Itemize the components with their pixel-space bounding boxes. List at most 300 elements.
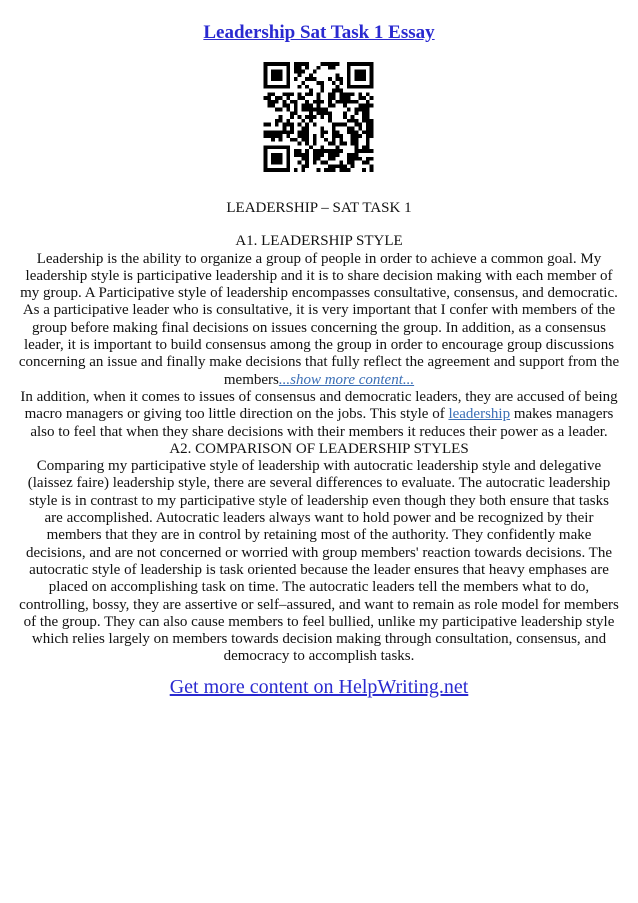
qr-module [362, 85, 366, 89]
qr-module [362, 62, 366, 66]
qr-module [313, 70, 317, 74]
qr-module [282, 104, 286, 108]
qr-module [264, 96, 268, 100]
qr-module [305, 126, 309, 130]
text-line: also to feel that when they share decisions with their members it reduces their power as a leader. [30, 423, 608, 440]
qr-module [332, 130, 336, 134]
qr-module [298, 134, 302, 138]
qr-module [294, 111, 298, 115]
qr-module [358, 126, 362, 130]
document-body [0, 200, 638, 666]
qr-module [339, 142, 343, 146]
qr-module [298, 142, 302, 146]
qr-module [324, 62, 328, 66]
qr-module [347, 126, 351, 130]
qr-module [305, 157, 309, 161]
qr-module [343, 92, 347, 96]
qr-module [305, 92, 309, 96]
qr-module [355, 85, 359, 89]
qr-module [294, 100, 298, 104]
qr-module [362, 108, 366, 112]
qr-module [267, 85, 271, 89]
text-line: democracy to accomplish tasks. [223, 648, 415, 665]
qr-module [351, 157, 355, 161]
qr-module [271, 70, 275, 74]
qr-module [305, 164, 309, 168]
qr-module [358, 92, 362, 96]
qr-module [324, 108, 328, 112]
qr-module [332, 134, 336, 138]
qr-module [309, 104, 313, 108]
helpwriting-link[interactable]: Get more content on HelpWriting.net [169, 676, 469, 698]
qr-module [358, 62, 362, 66]
text-line: Leadership is the ability to organize a group of people in order to achieve a common goal. My [36, 250, 602, 267]
qr-module [358, 96, 362, 100]
qr-module [275, 161, 279, 165]
qr-module [267, 96, 271, 100]
text-line: As a participative leader who is consultative, it is very important that I confer with members of the [22, 302, 616, 319]
qr-module [275, 134, 279, 138]
qr-module [279, 85, 283, 89]
qr-module [286, 70, 290, 74]
qr-module [309, 111, 313, 115]
qr-module [339, 161, 343, 165]
qr-module [332, 92, 336, 96]
qr-module [290, 138, 294, 142]
qr-module [271, 130, 275, 134]
qr-module [294, 77, 298, 81]
qr-module [347, 168, 351, 172]
qr-module [271, 153, 275, 157]
qr-module [339, 81, 343, 85]
qr-module [286, 168, 290, 172]
qr-module [279, 108, 283, 112]
text-line: which relies largely on members towards decision making through consultation, consensus, and [31, 631, 607, 648]
qr-module [298, 123, 302, 127]
qr-module [313, 142, 317, 146]
qr-module [267, 62, 271, 66]
qr-module [317, 153, 321, 157]
qr-module [271, 145, 275, 149]
qr-module [294, 66, 298, 70]
qr-module [355, 153, 359, 157]
qr-module [347, 100, 351, 104]
qr-module [279, 157, 283, 161]
qr-module [332, 104, 336, 108]
qr-module [332, 164, 336, 168]
qr-module [294, 108, 298, 112]
text-line [0, 372, 638, 389]
qr-module [301, 108, 305, 112]
qr-module [286, 81, 290, 85]
qr-module [370, 149, 374, 153]
qr-module [358, 123, 362, 127]
qr-module [279, 119, 283, 123]
qr-module [305, 134, 309, 138]
qr-module [298, 96, 302, 100]
qr-module [339, 92, 343, 96]
qr-module [351, 142, 355, 146]
qr-module [366, 138, 370, 142]
qr-module [286, 123, 290, 127]
qr-module [351, 130, 355, 134]
qr-module [324, 130, 328, 134]
qr-module [362, 77, 366, 81]
qr-module [282, 126, 286, 130]
text-line: are accomplished. Autocratic leaders always want to hold power and be recognized by their [44, 510, 594, 527]
qr-module [267, 104, 271, 108]
qr-module [362, 119, 366, 123]
qr-module [358, 73, 362, 77]
qr-module [286, 161, 290, 165]
qr-module [328, 115, 332, 119]
text-line: autocratic style of leadership is task oriented because the leader ensures that heavy emphases are [29, 561, 609, 578]
qr-module [328, 164, 332, 168]
qr-module [366, 142, 370, 146]
section-a2-body [0, 458, 638, 666]
text-line: decisions, and are not concerned or worried with group members' reaction towards decisions. The [26, 544, 612, 561]
qr-module [264, 66, 268, 70]
qr-module [301, 164, 305, 168]
qr-module [366, 161, 370, 165]
qr-module [305, 85, 309, 89]
qr-module [370, 164, 374, 168]
qr-module [309, 73, 313, 77]
qr-module [264, 70, 268, 74]
qr-module [264, 164, 268, 168]
qr-module [271, 73, 275, 77]
qr-module [275, 130, 279, 134]
qr-module [271, 161, 275, 165]
qr-module [298, 70, 302, 74]
qr-module [286, 104, 290, 108]
qr-module [305, 161, 309, 165]
qr-module [298, 153, 302, 157]
text-line: In addition, when it comes to issues of consensus and democratic leaders, they are accused of being [20, 388, 618, 405]
qr-module [370, 77, 374, 81]
text-line: controlling, bossy, they are assertive or self–assured, and want to remain as role model for members [19, 596, 619, 613]
qr-module [305, 77, 309, 81]
qr-module [313, 115, 317, 119]
qr-module [305, 142, 309, 146]
qr-module [370, 123, 374, 127]
qr-module [298, 130, 302, 134]
qr-module [313, 134, 317, 138]
qr-module [301, 96, 305, 100]
qr-module [336, 134, 340, 138]
qr-module [332, 62, 336, 66]
qr-module [328, 66, 332, 70]
qr-module [309, 92, 313, 96]
text-line: Comparing my participative style of leadership with autocratic leadership style and delegative [36, 458, 602, 475]
qr-module [298, 66, 302, 70]
qr-module [362, 161, 366, 165]
qr-module [309, 145, 313, 149]
qr-module [343, 123, 347, 127]
qr-module [286, 77, 290, 81]
qr-module [298, 115, 302, 119]
qr-module [328, 142, 332, 146]
text-fragment: members [223, 371, 279, 388]
qr-module [279, 153, 283, 157]
qr-module [290, 111, 294, 115]
qr-module [279, 62, 283, 66]
qr-module [275, 168, 279, 172]
qr-module [279, 168, 283, 172]
qr-module [351, 119, 355, 123]
qr-module [358, 134, 362, 138]
qr-module [355, 70, 359, 74]
qr-module [366, 108, 370, 112]
qr-module [347, 108, 351, 112]
qr-module [286, 108, 290, 112]
qr-module [351, 126, 355, 130]
qr-module [328, 62, 332, 66]
qr-module [320, 108, 324, 112]
qr-module [370, 62, 374, 66]
text-line: placed on accomplishing task on time. The autocratic leaders tell the members what to do, [48, 579, 590, 596]
qr-module [305, 123, 309, 127]
qr-module [294, 149, 298, 153]
qr-module [355, 130, 359, 134]
qr-module [279, 161, 283, 165]
text-line: concerning an issue and finally make decisions that fully reflect the agreement and support from the [18, 354, 620, 371]
qr-module [317, 157, 321, 161]
qr-module [294, 153, 298, 157]
qr-module [275, 73, 279, 77]
qr-module [362, 70, 366, 74]
qr-module [343, 115, 347, 119]
qr-module [336, 153, 340, 157]
qr-module [282, 130, 286, 134]
qr-module [328, 168, 332, 172]
qr-module [313, 138, 317, 142]
qr-module [298, 149, 302, 153]
qr-module [317, 168, 321, 172]
qr-module [313, 123, 317, 127]
qr-module [279, 115, 283, 119]
leadership-link[interactable]: leadership [448, 406, 511, 423]
qr-module [294, 168, 298, 172]
qr-module [264, 168, 268, 172]
qr-module [355, 149, 359, 153]
qr-module [343, 164, 347, 168]
qr-module [317, 149, 321, 153]
text-line: group before making final decisions on issues concerning the group. In addition, as a consensus [31, 319, 607, 336]
qr-module [332, 168, 336, 172]
qr-module [332, 142, 336, 146]
qr-module [286, 96, 290, 100]
qr-module [271, 62, 275, 66]
qr-module [355, 77, 359, 81]
qr-module [264, 81, 268, 85]
qr-module [347, 92, 351, 96]
qr-module [336, 145, 340, 149]
qr-module [313, 77, 317, 81]
qr-module [317, 104, 321, 108]
qr-module [264, 77, 268, 81]
qr-module [286, 92, 290, 96]
qr-module [351, 153, 355, 157]
qr-module [336, 62, 340, 66]
qr-module [320, 149, 324, 153]
qr-module [320, 130, 324, 134]
qr-module [264, 130, 268, 134]
qr-module [366, 134, 370, 138]
qr-module [282, 168, 286, 172]
qr-module [355, 100, 359, 104]
qr-module [320, 62, 324, 66]
qr-module [301, 126, 305, 130]
qr-module [347, 157, 351, 161]
qr-module [317, 96, 321, 100]
qr-module [286, 145, 290, 149]
qr-module [271, 138, 275, 142]
qr-module [336, 164, 340, 168]
qr-module [267, 123, 271, 127]
qr-module [267, 130, 271, 134]
qr-module [355, 145, 359, 149]
qr-module [290, 92, 294, 96]
qr-module [279, 96, 283, 100]
qr-module [343, 96, 347, 100]
qr-module [290, 126, 294, 130]
qr-module [271, 157, 275, 161]
qr-module [286, 130, 290, 134]
qr-module [271, 77, 275, 81]
qr-module [324, 161, 328, 165]
qr-module [301, 157, 305, 161]
qr-module [366, 111, 370, 115]
document-title-link[interactable]: Leadership Sat Task 1 Essay [203, 22, 435, 43]
qr-module [267, 168, 271, 172]
qr-module [305, 149, 309, 153]
qr-module [358, 149, 362, 153]
qr-module [370, 96, 374, 100]
qr-module [320, 89, 324, 93]
qr-module [290, 130, 294, 134]
qr-module [370, 70, 374, 74]
qr-module [279, 73, 283, 77]
qr-module [286, 119, 290, 123]
qr-module [332, 89, 336, 93]
qr-module [279, 70, 283, 74]
qr-module [317, 100, 321, 104]
qr-module [347, 62, 351, 66]
text-line: leader, it is important to build consensus among the group in order to encourage group discussions [23, 337, 615, 354]
qr-module [358, 70, 362, 74]
qr-module [264, 145, 268, 149]
qr-module [362, 130, 366, 134]
qr-module [355, 138, 359, 142]
qr-module [328, 157, 332, 161]
qr-module [362, 145, 366, 149]
text-fragment: makes managers [510, 406, 614, 423]
qr-module [328, 149, 332, 153]
qr-module [370, 119, 374, 123]
qr-module [286, 164, 290, 168]
qr-module [305, 100, 309, 104]
qr-module [332, 138, 336, 142]
qr-module [264, 62, 268, 66]
qr-module [324, 168, 328, 172]
qr-module [355, 111, 359, 115]
qr-module [339, 100, 343, 104]
qr-module [351, 134, 355, 138]
qr-module [271, 100, 275, 104]
qr-module [271, 85, 275, 89]
qr-module [305, 115, 309, 119]
qr-module [339, 77, 343, 81]
qr-module [366, 100, 370, 104]
qr-module [332, 96, 336, 100]
text-line: style is in contrast to my participative style of leadership even though they both ensure that tasks [29, 492, 609, 509]
qr-module [339, 134, 343, 138]
qr-module [343, 168, 347, 172]
qr-module [267, 92, 271, 96]
qr-module [286, 157, 290, 161]
qr-module [355, 108, 359, 112]
qr-module [336, 73, 340, 77]
qr-module [275, 157, 279, 161]
text-line: leadership style is participative leadership and it is to share decision making with each member of [25, 267, 613, 284]
qr-module [271, 104, 275, 108]
qr-module [301, 70, 305, 74]
qr-module [370, 157, 374, 161]
qr-module [336, 89, 340, 93]
qr-module [298, 161, 302, 165]
qr-module [328, 111, 332, 115]
qr-module [294, 70, 298, 74]
qr-module [324, 149, 328, 153]
text-line: members that they are in control by retaining most of the authority. They confidently make [46, 527, 592, 544]
qr-module [305, 138, 309, 142]
qr-module [366, 85, 370, 89]
qr-module [320, 85, 324, 89]
qr-module [275, 100, 279, 104]
qr-module [279, 134, 283, 138]
section-a1-body [0, 251, 638, 441]
qr-module [309, 115, 313, 119]
qr-module [313, 100, 317, 104]
qr-module [275, 119, 279, 123]
show-more-link[interactable]: ...show more content... [278, 371, 415, 388]
qr-module [362, 73, 366, 77]
qr-module [282, 145, 286, 149]
qr-module [275, 96, 279, 100]
qr-module [264, 134, 268, 138]
qr-module [355, 142, 359, 146]
qr-module [347, 130, 351, 134]
qr-module [347, 81, 351, 85]
qr-module [366, 119, 370, 123]
qr-module [343, 111, 347, 115]
qr-module [279, 130, 283, 134]
qr-module [275, 123, 279, 127]
qr-module [317, 108, 321, 112]
qr-module [370, 130, 374, 134]
qr-module [275, 62, 279, 66]
qr-module [347, 66, 351, 70]
qr-module [286, 153, 290, 157]
qr-module [320, 126, 324, 130]
qr-module [351, 92, 355, 96]
qr-module [298, 62, 302, 66]
qr-module [339, 138, 343, 142]
qr-module [366, 130, 370, 134]
qr-module [351, 138, 355, 142]
qr-module [347, 85, 351, 89]
